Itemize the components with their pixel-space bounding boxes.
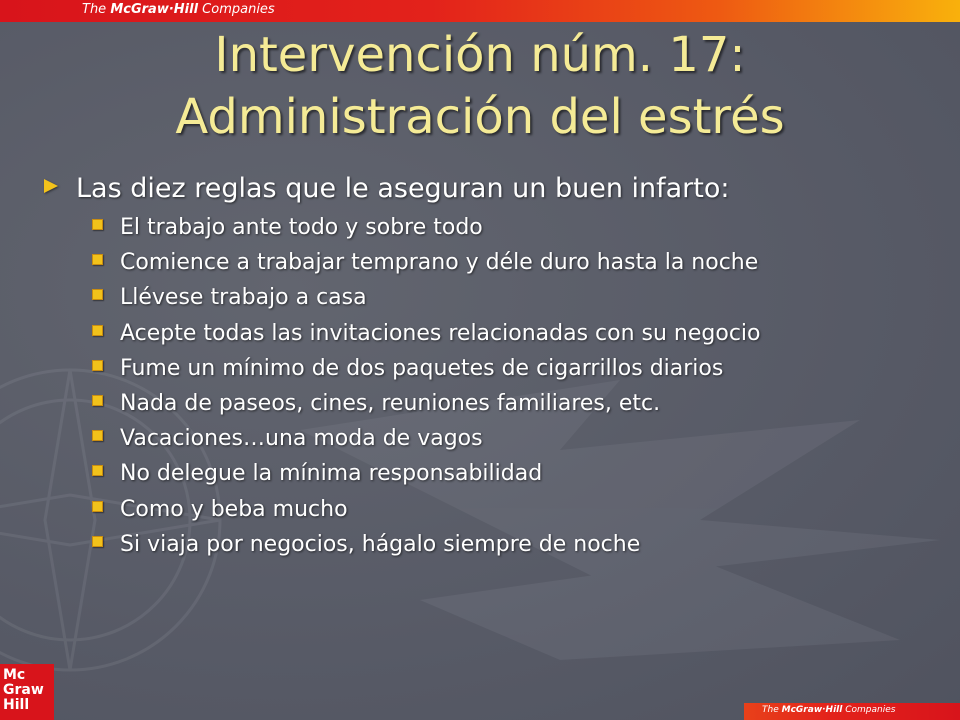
- footer-brand-suffix: Companies: [845, 705, 896, 715]
- main-bullet-text: Las diez reglas que le aseguran un buen infarto:: [76, 173, 730, 204]
- sub-bullet-list: [92, 210, 761, 562]
- square-bullet-icon: [92, 465, 103, 476]
- list-item-text: Llévese trabajo a casa: [120, 285, 367, 311]
- top-brand-banner: [0, 0, 960, 22]
- list-item: [92, 527, 761, 562]
- list-item-text: El trabajo ante todo y sobre todo: [120, 215, 483, 240]
- list-item-text: Si viaja por negocios, hágalo siempre de noche: [120, 531, 641, 557]
- brand-prefix: The: [82, 2, 107, 17]
- square-bullet-icon: [92, 325, 103, 336]
- square-bullet-icon: [92, 501, 103, 512]
- list-item: [92, 210, 761, 245]
- square-bullet-icon: [92, 536, 103, 547]
- logo-line: Mc: [3, 667, 26, 683]
- square-bullet-icon: [92, 430, 103, 441]
- logo-line: Hill: [3, 697, 30, 713]
- square-bullet-icon: [92, 219, 103, 230]
- bottom-brand-text: [762, 705, 895, 715]
- footer-brand-name: McGraw·Hill: [781, 705, 843, 715]
- logo-line: Graw: [3, 682, 44, 698]
- list-item: [92, 351, 761, 386]
- list-item-text: Vacaciones…una moda de vagos: [120, 426, 483, 452]
- list-item: [92, 245, 761, 280]
- list-item-text: Como y beba mucho: [120, 496, 348, 522]
- list-item-text: Fume un mínimo de dos paquetes de cigarrillos diarios: [120, 355, 724, 381]
- list-item-text: Acepte todas las invitaciones relacionadas con su negocio: [120, 320, 761, 346]
- main-bullet: [44, 170, 729, 208]
- list-item: [92, 316, 761, 351]
- list-item-text: Nada de paseos, cines, reuniones familiares, etc.: [120, 390, 661, 416]
- list-item: [92, 280, 761, 315]
- brand-name: McGraw·Hill: [110, 2, 199, 17]
- title-line-1: Intervención núm. 17:: [214, 27, 746, 83]
- title-line-2: Administración del estrés: [175, 89, 785, 145]
- brand-suffix: Companies: [202, 2, 275, 17]
- list-item-text: Comience a trabajar temprano y déle duro hasta la noche: [120, 250, 759, 276]
- list-item: [92, 421, 761, 456]
- footer-brand-prefix: The: [762, 705, 779, 715]
- list-item: [92, 386, 761, 421]
- square-bullet-icon: [92, 360, 103, 371]
- top-brand-text: [82, 2, 275, 17]
- slide-title: [0, 24, 960, 148]
- list-item-text: No delegue la mínima responsabilidad: [120, 461, 543, 487]
- list-item: [92, 492, 761, 527]
- mcgraw-hill-logo: [0, 664, 54, 720]
- bottom-brand-banner: [744, 703, 960, 720]
- list-item: [92, 456, 761, 491]
- square-bullet-icon: [92, 395, 103, 406]
- arrow-bullet-icon: [44, 179, 58, 193]
- square-bullet-icon: [92, 254, 103, 265]
- square-bullet-icon: [92, 289, 103, 300]
